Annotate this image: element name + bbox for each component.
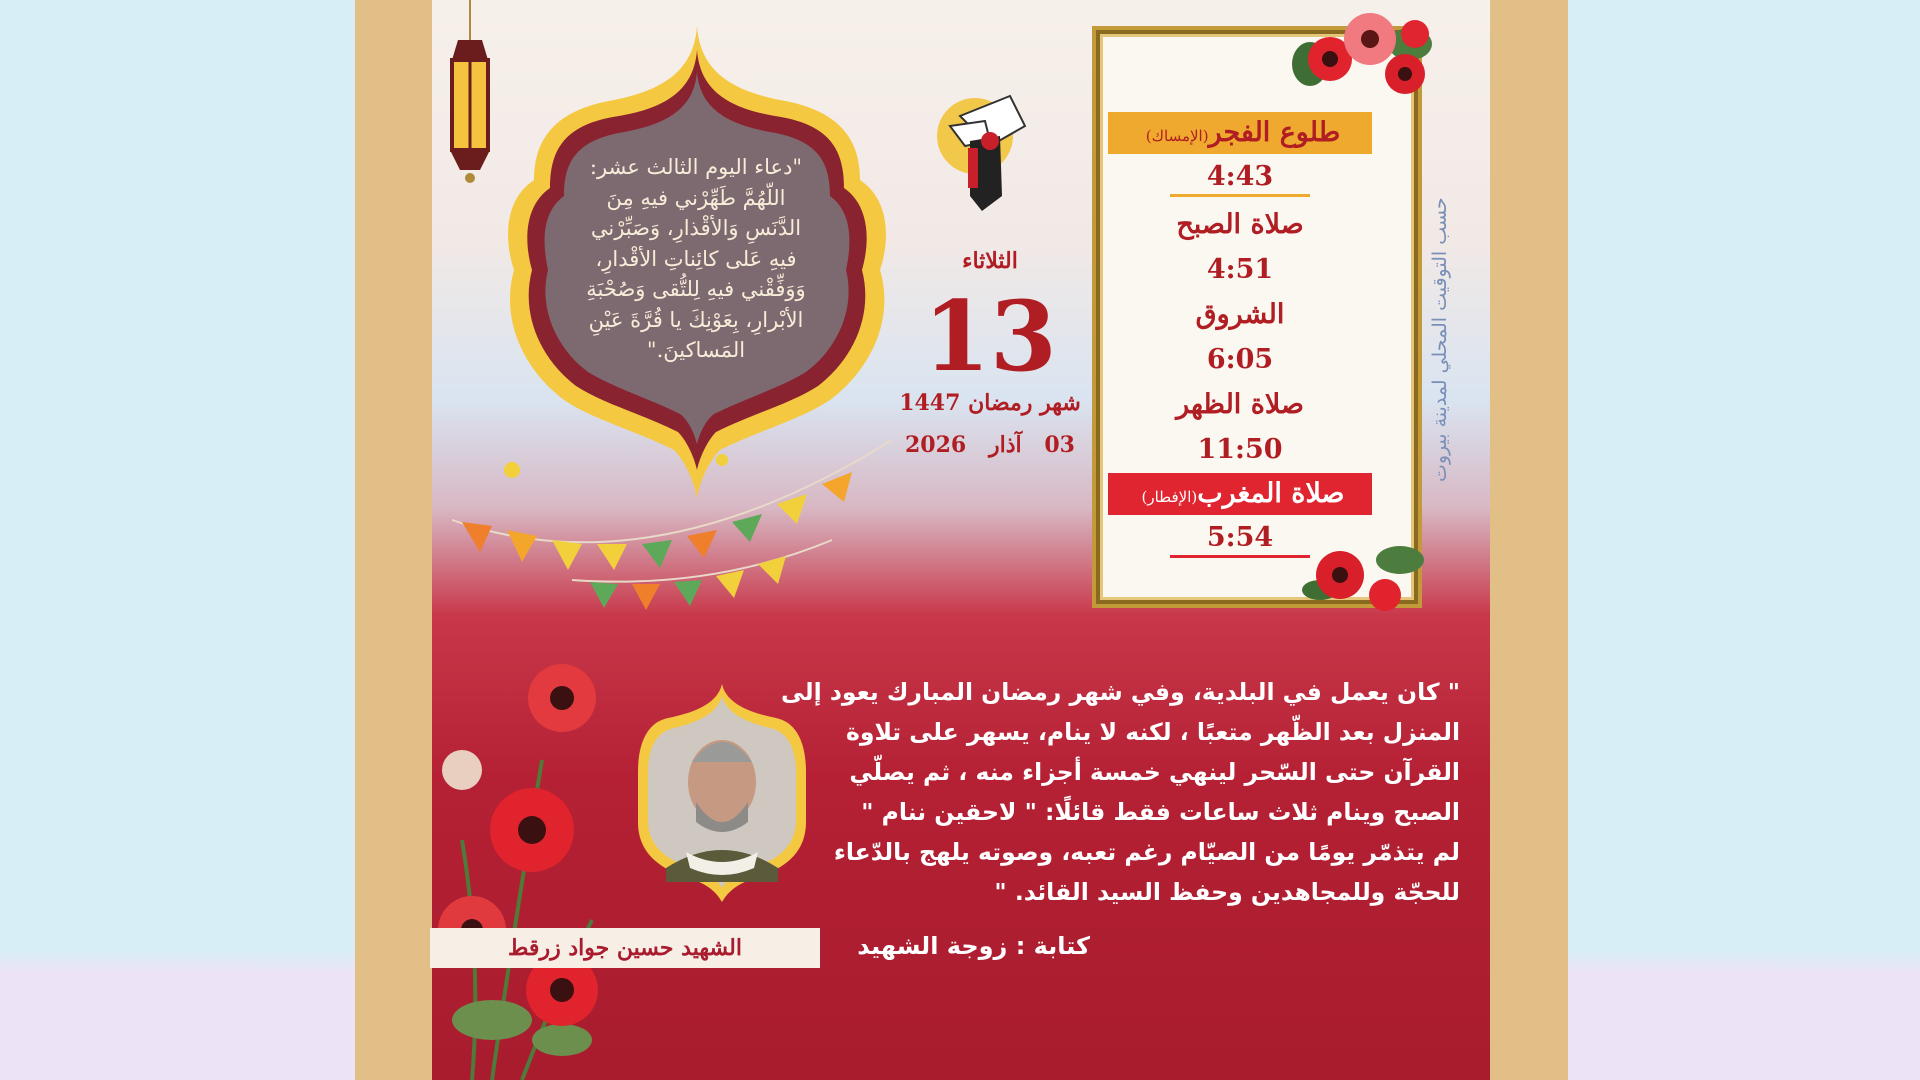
prayer-name: صلاة المغرب (1197, 478, 1345, 509)
martyr-name-label: الشهيد حسين جواد زرقط (430, 928, 820, 968)
dua-line: الدَّنَسِ وَالأقْذارِ، وَصَبِّرْني (590, 216, 802, 240)
quote-line: للحجّة وللمجاهدين وحفظ السيد القائد. " (994, 878, 1460, 906)
flowers-bottom-right-decoration (1290, 520, 1430, 620)
prayer-label-shurooq: الشروق (1195, 299, 1285, 330)
prayer-time-fajr: 4:43 (1206, 161, 1274, 192)
prayer-time-maghrib: 5:54 (1206, 522, 1274, 553)
timezone-note: حسب التوقيت المحلي لمدينة بيروت (1429, 197, 1451, 483)
martyr-portrait (636, 682, 808, 904)
prayer-note: (الإمساك) (1145, 127, 1209, 145)
testimony-quote (780, 672, 1460, 912)
greg-day: 03 (1044, 432, 1075, 458)
quote-author: كتابة : زوجة الشهيد (857, 932, 1090, 960)
right-border-band (1490, 0, 1568, 1080)
dua-line: اللّهُمَّ طَهِّرْني فيهِ مِنَ (606, 185, 786, 210)
quote-line: المنزل بعد الظّهر متعبًا ، لكنه لا ينام، يسهر على تلاوة (845, 718, 1460, 746)
dua-text (560, 152, 832, 366)
poppy-flowers-decoration (432, 640, 652, 1080)
prayer-label-dhuhr: صلاة الظهر (1176, 389, 1304, 420)
dua-line: "دعاء اليوم الثالث عشر: (589, 155, 803, 179)
prayer-label-maghrib (1108, 473, 1372, 515)
left-border-band (355, 0, 433, 1080)
gregorian-date (905, 432, 1075, 458)
dua-line: الأبْرارِ، بِعَوْنِكَ يا قُرَّةَ عَيْنِ (588, 307, 804, 332)
prayer-note: (الإفطار) (1141, 488, 1198, 506)
prayer-time-subh: 4:51 (1206, 254, 1274, 285)
day-number: 13 (923, 280, 1057, 393)
greg-year: 2026 (905, 432, 967, 458)
dua-line: وَوَفِّقْني فيهِ لِلتُّقى وَصُحْبَةِ (586, 277, 806, 301)
prayer-times-list (1110, 112, 1370, 564)
quote-line: " كان يعمل في البلدية، وفي شهر رمضان المبارك يعود إلى (780, 678, 1460, 706)
prayer-label-subh: صلاة الصبح (1176, 209, 1304, 240)
prayer-label-fajr (1108, 112, 1372, 154)
greg-month: آذار (988, 432, 1022, 458)
quote-line: القرآن حتى السّحر لينهي خمسة أجزاء منه ، ثم يصلّي (849, 758, 1460, 786)
lantern-decoration (440, 0, 500, 190)
hijri-month-year: شهر رمضان 1447 (899, 390, 1081, 416)
bunting-decoration (452, 440, 892, 620)
dua-line: فيهِ عَلى كائِناتِ الأقْدارِ، (595, 246, 797, 271)
prayer-time-shurooq: 6:05 (1206, 344, 1274, 375)
prayer-name: طلوع الفجر (1208, 117, 1341, 148)
emblem-logo (930, 86, 1040, 216)
quote-line: لم يتذمّر يومًا من الصيّام رغم تعبه، وصوته يلهج بالدّعاء (833, 838, 1460, 866)
quote-line: الصبح وينام ثلاث ساعات فقط قائلًا: " لاحقين ننام " (861, 798, 1460, 826)
prayer-time-dhuhr: 11:50 (1197, 434, 1283, 465)
dua-line: المَساكينَ." (646, 338, 746, 362)
day-name: الثلاثاء (962, 248, 1018, 274)
